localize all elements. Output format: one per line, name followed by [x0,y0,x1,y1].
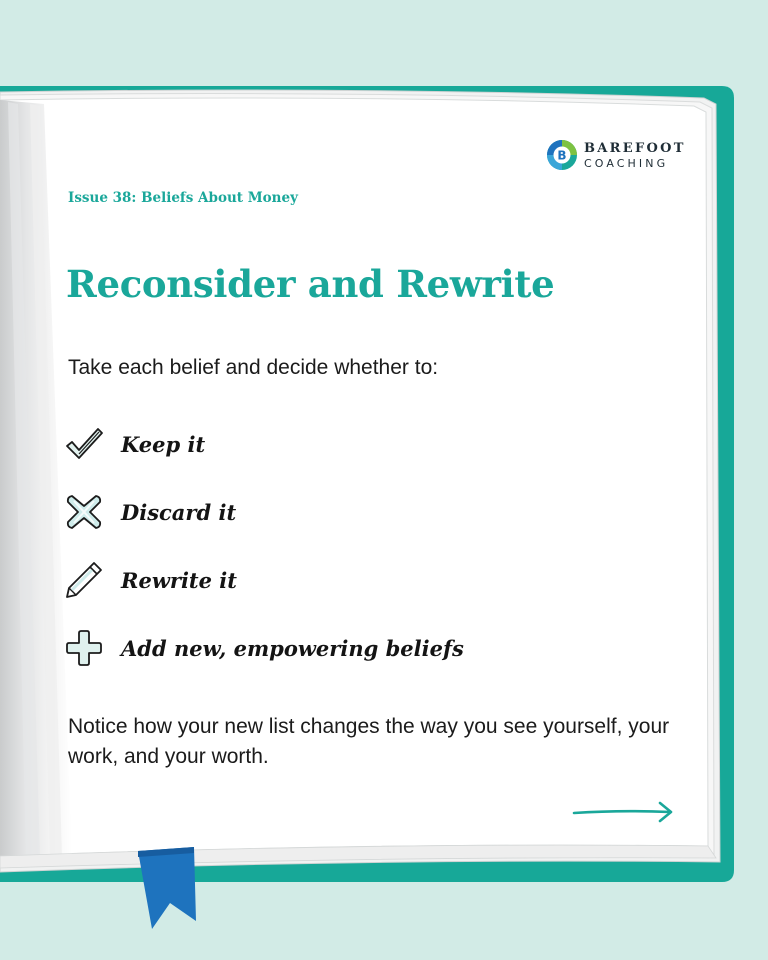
outro-text: Notice how your new list changes the way you see yourself, your work, and your worth. [68,715,670,768]
cross-icon [64,492,104,532]
plus-icon [64,628,104,668]
issue-label: Issue 38: Beliefs About Money [68,190,298,206]
list-item-discard [64,492,584,532]
brand-name-line2: COACHING [584,156,669,170]
list-item-rewrite [64,560,584,600]
option-label: Add new, empowering beliefs [121,635,464,661]
next-arrow-icon[interactable] [570,798,678,826]
option-label: Discard it [121,499,237,525]
option-label: Keep it [121,431,206,457]
list-item-add [64,628,584,668]
barefoot-coaching-logo [546,138,686,172]
pencil-icon [64,560,104,600]
bookmark-ribbon [136,845,198,931]
checkmark-icon [64,424,104,464]
intro-text: Take each belief and decide whether to: [68,356,439,379]
page-title: Reconsider and Rewrite [66,262,555,306]
logo-letter: B [557,148,567,163]
list-item-keep [64,424,584,464]
logo-mark-icon [546,139,578,171]
option-label: Rewrite it [121,567,237,593]
brand-name-line1: BAREFOOT [584,140,686,156]
